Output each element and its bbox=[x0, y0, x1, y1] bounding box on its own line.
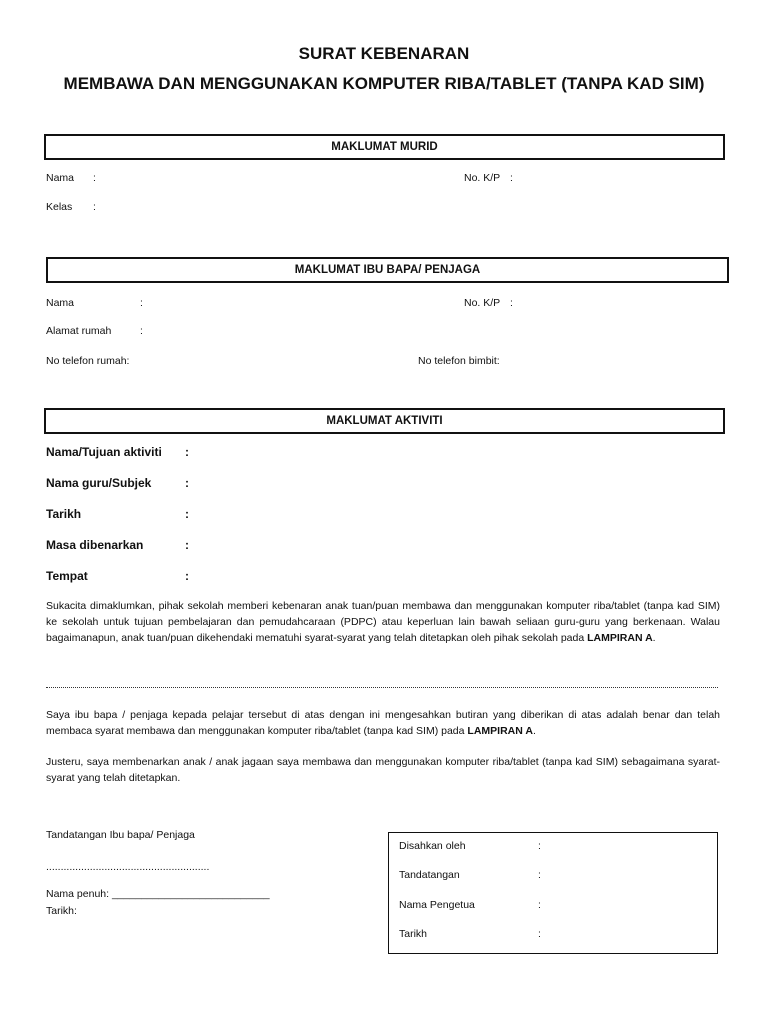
activity-name-label: Nama/Tujuan aktiviti bbox=[46, 445, 162, 459]
principal-signature-label: Tandatangan bbox=[399, 869, 460, 881]
student-class-label: Kelas bbox=[46, 201, 73, 213]
appendix-a-reference-2: LAMPIRAN A bbox=[467, 725, 533, 737]
principal-date-label: Tarikh bbox=[399, 928, 428, 940]
parent-mobile-phone-label: No telefon bimbit: bbox=[418, 355, 500, 367]
activity-teacher-colon: : bbox=[185, 476, 189, 490]
activity-date-label: Tarikh bbox=[46, 507, 82, 521]
student-class-colon: : bbox=[93, 201, 96, 213]
confirmation-paragraph-text: Saya ibu bapa / penjaga kepada pelajar tersebut di atas dengan ini mengesahkan butiran yang diberikan di atas adalah benar dan telah membaca syarat membawa dan menggunakan komputer riba/tablet (tanpa kad SIM) pada bbox=[46, 709, 720, 737]
student-ic-label: No. K/P bbox=[464, 172, 501, 184]
confirmation-paragraph bbox=[46, 707, 720, 739]
document-title: SURAT KEBENARAN bbox=[298, 44, 470, 63]
parent-section-header: MAKLUMAT IBU BAPA/ PENJAGA bbox=[46, 257, 729, 283]
activity-time-label: Masa dibenarkan bbox=[46, 538, 144, 552]
appendix-a-reference: LAMPIRAN A bbox=[587, 632, 653, 644]
parent-address-colon: : bbox=[140, 325, 143, 337]
activity-section-header: MAKLUMAT AKTIVITI bbox=[44, 408, 725, 434]
activity-place-colon: : bbox=[185, 569, 189, 583]
principal-approval-box bbox=[388, 832, 718, 954]
student-name-colon: : bbox=[93, 172, 96, 184]
principal-name-colon: : bbox=[538, 899, 541, 911]
confirmation-paragraph-end: . bbox=[532, 725, 536, 737]
consent-paragraph: Justeru, saya membenarkan anak / anak jagaan saya membawa dan menggunakan komputer riba/tablet (tanpa kad SIM) sebagaimana syarat-syarat yang telah ditetapkan. bbox=[46, 756, 720, 784]
approved-by-colon: : bbox=[538, 840, 541, 852]
principal-date-colon: : bbox=[538, 928, 541, 940]
parent-signature-label: Tandatangan Ibu bapa/ Penjaga bbox=[46, 829, 195, 841]
parent-ic-label: No. K/P bbox=[464, 297, 501, 309]
permission-paragraph-text: Sukacita dimaklumkan, pihak sekolah memberi kebenaran anak tuan/puan membawa dan menggunakan komputer riba/tablet (tanpa kad SIM) ke sekolah untuk tujuan pembelajaran dan pemudahcaraan (PDPC) atau keperluan lain bawah seliaan guru-guru yang berkenaan. Walau bagaimanapun, anak tuan/puan dikehendaki mematuhi syarat-syarat yang telah ditetapkan oleh pihak sekolah pada bbox=[46, 600, 720, 644]
activity-time-colon: : bbox=[185, 538, 189, 552]
student-ic-colon: : bbox=[510, 172, 513, 184]
activity-teacher-label: Nama guru/Subjek bbox=[46, 476, 152, 490]
dotted-separator bbox=[46, 687, 718, 688]
activity-name-colon: : bbox=[185, 445, 189, 459]
parent-name-label: Nama bbox=[46, 297, 75, 309]
activity-date-colon: : bbox=[185, 507, 189, 521]
parent-signature-line: ........................................................ bbox=[46, 861, 210, 873]
activity-place-label: Tempat bbox=[46, 569, 88, 583]
student-name-label: Nama bbox=[46, 172, 75, 184]
principal-name-label: Nama Pengetua bbox=[399, 899, 475, 911]
permission-paragraph bbox=[46, 598, 720, 646]
parent-address-label: Alamat rumah bbox=[46, 325, 112, 337]
principal-signature-colon: : bbox=[538, 869, 541, 881]
parent-ic-colon: : bbox=[510, 297, 513, 309]
document-subtitle: MEMBAWA DAN MENGGUNAKAN KOMPUTER RIBA/TABLET (TANPA KAD SIM) bbox=[63, 74, 705, 93]
parent-date-label: Tarikh: bbox=[46, 905, 77, 917]
approved-by-label: Disahkan oleh bbox=[399, 840, 466, 852]
parent-fullname-field: Nama penuh: ___________________________ bbox=[46, 888, 270, 900]
parent-name-colon: : bbox=[140, 297, 143, 309]
student-section-header: MAKLUMAT MURID bbox=[44, 134, 725, 160]
permission-paragraph-end: . bbox=[652, 632, 656, 644]
parent-home-phone-label: No telefon rumah: bbox=[46, 355, 130, 367]
